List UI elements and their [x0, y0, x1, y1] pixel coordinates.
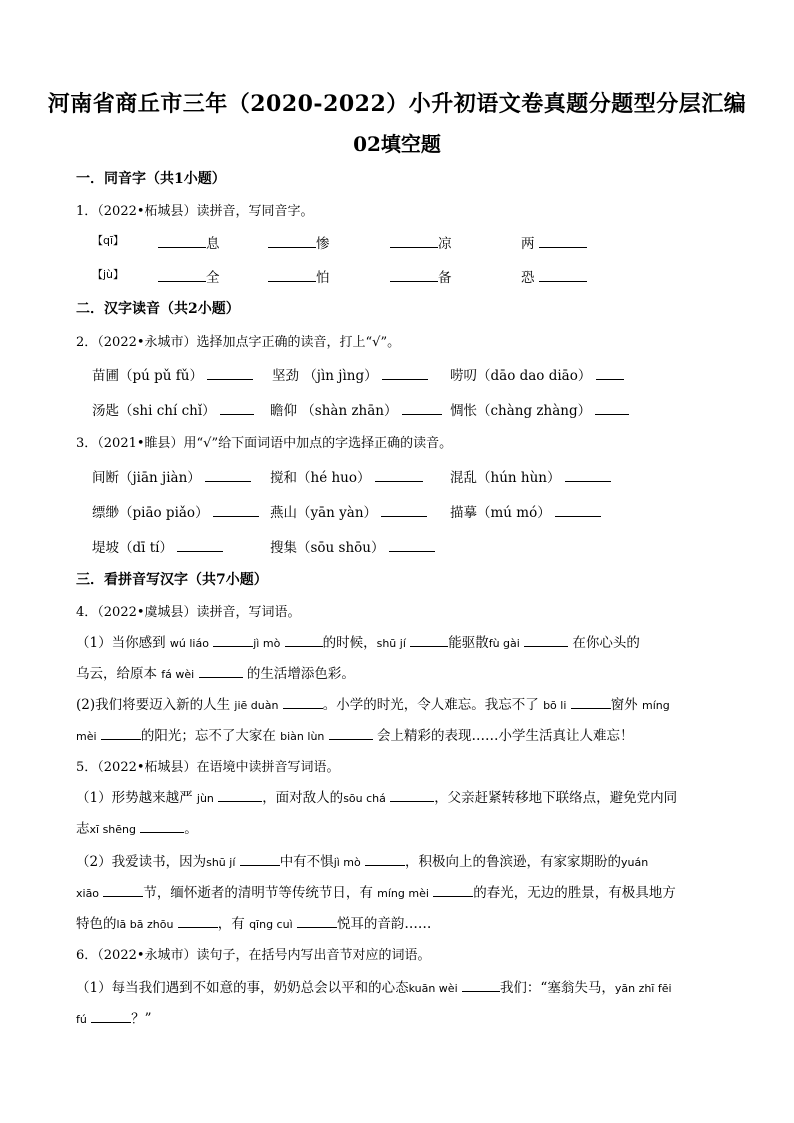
answer-blank[interactable] — [410, 632, 448, 647]
answer-blank[interactable] — [390, 233, 438, 248]
answer-blank[interactable] — [178, 913, 218, 928]
answer-blank[interactable] — [390, 267, 438, 282]
q3-item: 缥缈（piāo piǎo） — [92, 501, 259, 521]
q2-item: 坚劲 （jìn jìng） — [272, 364, 428, 384]
q4-line-3: (2)我们将要迈入新的人生 jiē duàn 。小学的时光，令人难忘。我忘不了 bō li 窗外 míng — [76, 693, 736, 713]
q1-item: 凉 — [390, 232, 452, 252]
answer-blank[interactable] — [268, 267, 316, 282]
answer-blank[interactable] — [329, 725, 373, 740]
q6-line-1: （1）每当我们遇到不如意的事，奶奶总会以平和的心态kuān wèi 我们：“塞翁失马，yān zhī fēi — [76, 976, 736, 996]
answer-blank[interactable] — [555, 502, 601, 517]
answer-blank[interactable] — [205, 467, 251, 482]
answer-blank[interactable] — [433, 882, 473, 897]
answer-blank[interactable] — [240, 851, 280, 866]
q4-line-4: mèi 的阳光；忘不了大家在 biàn lùn 会上精彩的表现……小学生活真让人难忘！ — [76, 724, 736, 744]
q2-item: 惆怅（chàng zhàng） — [450, 399, 629, 419]
q3-item: 燕山（yān yàn） — [270, 501, 427, 521]
q3-item: 搅和（hé huo） — [270, 466, 423, 486]
question-5-stem: 5．（2022•柘城县）在语境中读拼音写词语。 — [76, 760, 340, 775]
q2-item: 汤匙（shi chí chǐ） — [92, 399, 254, 419]
answer-blank[interactable] — [524, 632, 568, 647]
answer-blank[interactable] — [158, 267, 206, 282]
answer-blank[interactable] — [382, 365, 428, 380]
answer-blank[interactable] — [389, 537, 435, 552]
q1-item: 全 — [158, 266, 220, 286]
q5-line-2: 志xī shēng 。 — [76, 817, 736, 837]
q1-row2-tag: 【jù】 — [92, 268, 125, 281]
answer-blank[interactable] — [103, 882, 143, 897]
q5-line-4: xiāo 节，缅怀逝者的清明节等传统节日，有 míng mèi 的春光，无边的胜景，有极具地方 — [76, 881, 736, 901]
q3-item: 混乱（hún hùn） — [450, 466, 611, 486]
answer-blank[interactable] — [565, 467, 611, 482]
question-1-stem: 1．（2022•柘城县）读拼音，写同音字。 — [76, 204, 314, 219]
answer-blank[interactable] — [596, 365, 624, 380]
q4-line-1: （1）当你感到 wú liáo jì mò 的时候，shū jí 能驱散fù gài 在你心头的 — [76, 631, 736, 651]
answer-blank[interactable] — [213, 502, 259, 517]
answer-blank[interactable] — [158, 233, 206, 248]
answer-blank[interactable] — [213, 632, 253, 647]
doc-title: 河南省商丘市三年（2020-2022）小升初语文卷真题分题型分层汇编 — [47, 91, 747, 117]
section-heading-1: 一．同音字（共1小题） — [76, 171, 226, 187]
q6-line-2: fú ？” — [76, 1007, 736, 1027]
answer-blank[interactable] — [268, 233, 316, 248]
answer-blank[interactable] — [91, 1008, 131, 1023]
q5-line-1: （1）形势越来越严 jùn ，面对敌人的sōu chá ，父亲赶紧转移地下联络点，避免党内同 — [76, 786, 736, 806]
answer-blank[interactable] — [365, 851, 405, 866]
q4-line-2: 乌云，给原本 fá wèi 的生活增添色彩。 — [76, 662, 736, 682]
q3-item: 间断（jiān jiàn） — [92, 466, 251, 486]
answer-blank[interactable] — [462, 977, 500, 992]
question-4-stem: 4．（2022•虞城县）读拼音，写词语。 — [76, 605, 301, 620]
answer-blank[interactable] — [177, 537, 223, 552]
answer-blank[interactable] — [220, 400, 254, 415]
answer-blank[interactable] — [595, 400, 629, 415]
answer-blank[interactable] — [539, 267, 587, 282]
q1-item: 息 — [158, 232, 220, 252]
answer-blank[interactable] — [140, 818, 184, 833]
answer-blank[interactable] — [381, 502, 427, 517]
q5-line-3: （2）我爱读书，因为shū jí 中有不惧jì mò ，积极向上的鲁滨逊，有家家期盼的yuán — [76, 850, 736, 870]
q2-item: 瞻仰 （shàn zhān） — [270, 399, 442, 419]
answer-blank[interactable] — [101, 725, 141, 740]
question-2-stem: 2．（2022•永城市）选择加点字正确的读音，打上“√”。 — [76, 335, 401, 350]
answer-blank[interactable] — [402, 400, 442, 415]
q1-item: 备 — [390, 266, 452, 286]
q1-item: 恐 — [521, 266, 587, 286]
answer-blank[interactable] — [390, 787, 434, 802]
q3-item: 描摹（mú mó） — [450, 501, 601, 521]
answer-blank[interactable] — [539, 233, 587, 248]
answer-blank[interactable] — [199, 663, 243, 678]
answer-blank[interactable] — [285, 632, 323, 647]
answer-blank[interactable] — [283, 694, 323, 709]
q2-item: 唠叨（dāo dao diāo） — [450, 364, 624, 384]
q1-item: 怕 — [268, 266, 330, 286]
q1-item: 两 — [521, 232, 587, 252]
doc-subtitle: 02填空题 — [353, 132, 441, 156]
question-6-stem: 6．（2022•永城市）读句子，在括号内写出音节对应的词语。 — [76, 948, 431, 963]
q2-item: 苗圃（pú pǔ fǔ） — [92, 364, 253, 384]
answer-blank[interactable] — [375, 467, 423, 482]
question-3-stem: 3．（2021•睢县）用“√”给下面词语中加点的字选择正确的读音。 — [76, 436, 453, 451]
q1-item: 惨 — [268, 232, 330, 252]
answer-blank[interactable] — [218, 787, 262, 802]
answer-blank[interactable] — [571, 694, 611, 709]
q3-item: 搜集（sōu shōu） — [270, 536, 435, 556]
section-heading-3: 三．看拼音写汉字（共7小题） — [76, 572, 268, 588]
q3-item: 堤坡（dī tí） — [92, 536, 223, 556]
answer-blank[interactable] — [297, 913, 337, 928]
q1-row1-tag: 【qī】 — [92, 234, 125, 247]
q5-line-5: 特色的lā bā zhōu ，有 qīng cuì 悦耳的音韵…… — [76, 912, 736, 932]
answer-blank[interactable] — [207, 365, 253, 380]
section-heading-2: 二．汉字读音（共2小题） — [76, 301, 240, 317]
